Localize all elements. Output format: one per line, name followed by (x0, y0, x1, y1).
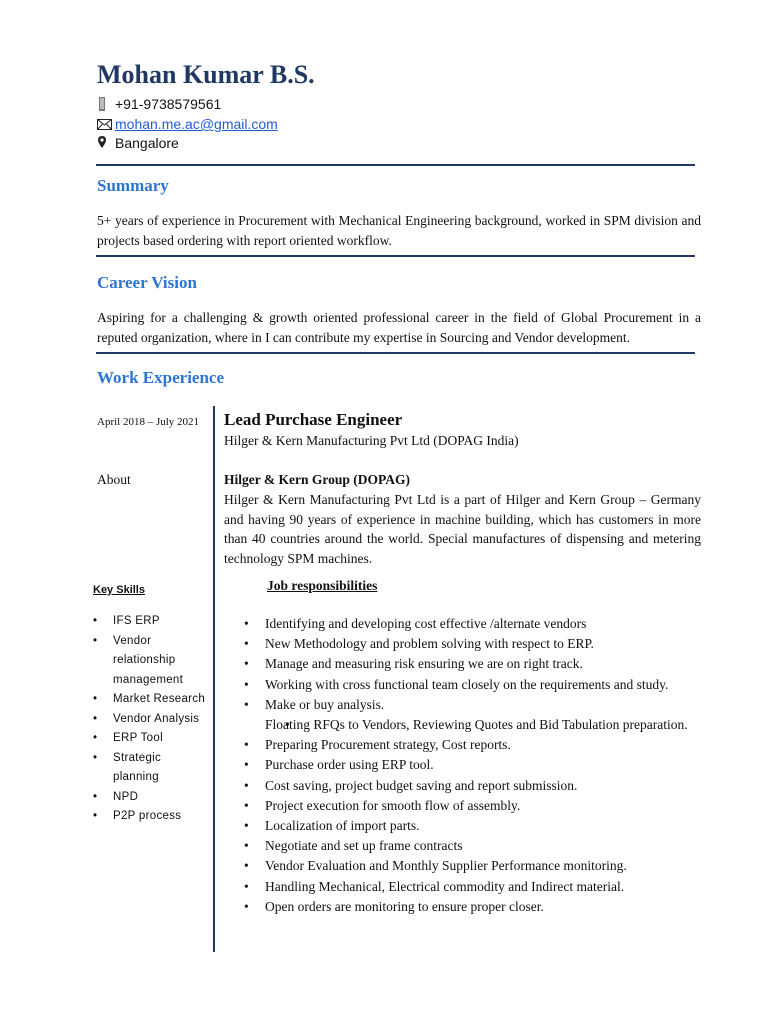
email-link[interactable]: mohan.me.ac@gmail.com (115, 116, 278, 132)
job-dates: April 2018 – July 2021 (97, 416, 200, 428)
list-item: • Handling Mechanical, Electrical commodity and Indirect material. (224, 877, 701, 897)
key-skills-list (93, 612, 208, 827)
timeline-line (213, 406, 215, 952)
key-skills-heading: Key Skills (93, 584, 145, 596)
list-item: • Cost saving, project budget saving and report submission. (224, 776, 701, 796)
about-label: About (97, 472, 131, 487)
summary-text: 5+ years of experience in Procurement with Mechanical Engineering background, worked in SPM division and projects based ordering with report oriented workflow. (97, 213, 701, 248)
section-divider (96, 164, 695, 166)
list-item: • P2P process (93, 807, 208, 827)
list-item: • Manage and measuring risk ensuring we are on right track. (224, 654, 701, 674)
career-vision-text: Aspiring for a challenging & growth oriented professional career in the field of Global Procurement in a reputed organization, where in I can contribute my expertise in Sourcing and Vendor development. (97, 310, 701, 345)
list-item: • Preparing Procurement strategy, Cost reports. (224, 735, 701, 755)
section-divider (96, 352, 695, 354)
job-title: Lead Purchase Engineer (224, 410, 403, 429)
work-experience-heading: Work Experience (97, 368, 225, 387)
list-item: • Make or buy analysis. (224, 695, 701, 715)
career-vision-heading: Career Vision (97, 273, 197, 292)
list-item: • Working with cross functional team closely on the requirements and study. (224, 675, 701, 695)
list-item: • ERP Tool (93, 729, 208, 749)
responsibilities-list (224, 614, 701, 917)
list-item: • IFS ERP (93, 612, 208, 632)
phone-row (97, 96, 221, 114)
list-item: • Project execution for smooth flow of assembly. (224, 796, 701, 816)
location-row (97, 135, 179, 152)
list-item: • Identifying and developing cost effective /alternate vendors (224, 614, 701, 634)
responsibilities-heading: Job responsibilities (267, 578, 378, 593)
list-item: • New Methodology and problem solving with respect to ERP. (224, 634, 701, 654)
location-text: Bangalore (115, 135, 179, 151)
list-item: • NPD (93, 788, 208, 808)
section-divider (96, 255, 695, 257)
list-item: • Localization of import parts. (224, 816, 701, 836)
list-item: • Floating RFQs to Vendors, Reviewing Quotes and Bid Tabulation preparation. (224, 715, 701, 735)
candidate-name: Mohan Kumar B.S. (97, 60, 315, 89)
map-pin-icon (97, 136, 111, 152)
group-name: Hilger & Kern Group (DOPAG) (224, 472, 410, 487)
list-item: • Vendor Evaluation and Monthly Supplier Performance monitoring. (224, 856, 701, 876)
summary-heading: Summary (97, 176, 169, 195)
list-item: • Vendor relationship management (93, 632, 208, 691)
list-item: • Purchase order using ERP tool. (224, 755, 701, 775)
about-text: Hilger & Kern Manufacturing Pvt Ltd is a part of Hilger and Kern Group – Germany and having 90 years of experience in machine building, which has customers in more than 40 countries around the world. Special manufactures of dispensing and metering technology SPM machines. (224, 492, 701, 566)
list-item: • Vendor Analysis (93, 710, 208, 730)
company-name: Hilger & Kern Manufacturing Pvt Ltd (DOPAG India) (224, 433, 519, 448)
list-item: • Strategic planning (93, 749, 208, 788)
list-item: • Negotiate and set up frame contracts (224, 836, 701, 856)
email-row (97, 116, 278, 133)
envelope-icon (97, 117, 111, 133)
phone-icon (97, 97, 111, 114)
list-item: • Market Research (93, 690, 208, 710)
phone-number: +91-9738579561 (115, 96, 222, 112)
list-item: • Open orders are monitoring to ensure proper closer. (224, 897, 701, 917)
